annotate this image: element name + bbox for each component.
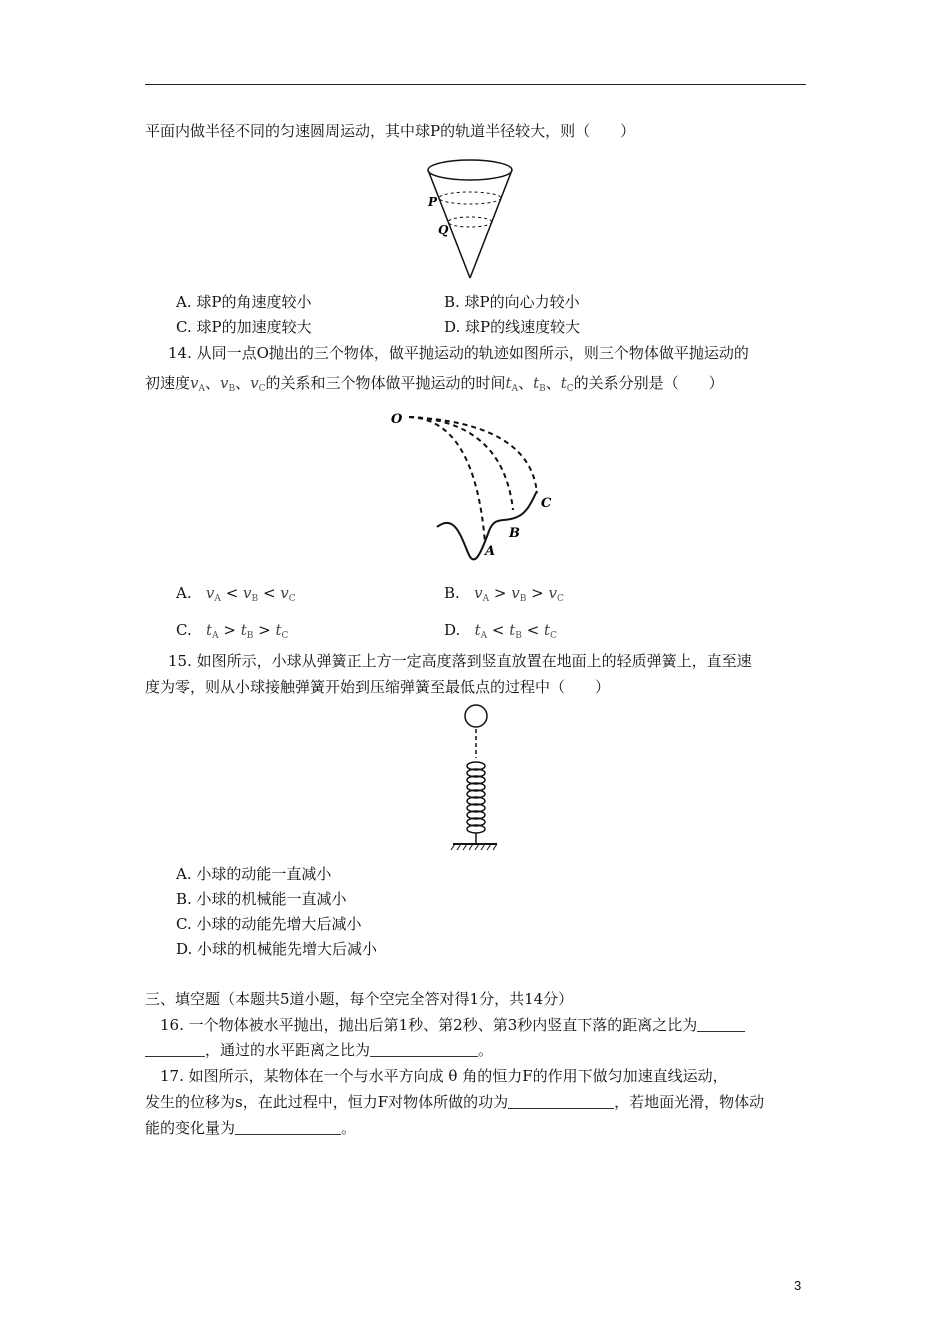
q16-line2: ，通过的水平距离之比为 。: [145, 1040, 493, 1060]
q17-blank-1[interactable]: [508, 1094, 614, 1109]
page-number: 3: [794, 1278, 802, 1293]
q15-option-d[interactable]: D. 小球的机械能先增大后减小: [176, 940, 378, 958]
section3-title: 三、填空题（本题共5道小题，每个空完全答对得1分，共14分）: [145, 990, 574, 1008]
q14-line1: 14. 从同一点O抛出的三个物体，做平抛运动的轨迹如图所示，则三个物体做平抛运动的: [168, 344, 749, 362]
q13-option-c[interactable]: C. 球P的加速度较大: [176, 318, 312, 336]
q17-line3: 能的变化量为 。: [145, 1119, 357, 1137]
projectile-figure: [385, 405, 560, 570]
proj-label-o: O: [391, 412, 403, 427]
cone-figure: [420, 152, 520, 284]
q15-option-c[interactable]: C. 小球的动能先增大后减小: [176, 915, 362, 933]
proj-label-b: B: [509, 526, 520, 541]
q15-option-b[interactable]: B. 小球的机械能一直减小: [176, 890, 347, 908]
header-rule: [145, 84, 806, 85]
q17-line1: 17. 如图所示，某物体在一个与水平方向成 θ 角的恒力F的作用下做匀加速直线运动，: [160, 1067, 728, 1085]
q17-line2: 发生的位移为s，在此过程中，恒力F对物体所做的功为 ，若地面光滑，物体动: [145, 1093, 765, 1111]
spring-ball-figure: [445, 700, 505, 858]
q13-option-b[interactable]: B. 球P的向心力较小: [444, 293, 580, 311]
q13-stem: 平面内做半径不同的匀速圆周运动，其中球P的轨道半径较大，则（ ）: [145, 122, 636, 140]
q15-option-a[interactable]: A. 小球的动能一直减小: [176, 865, 332, 883]
cone-label-p: P: [428, 195, 438, 209]
q14-option-a[interactable]: A. $v_A < v_B < v_C$: [176, 584, 296, 604]
q14-option-b[interactable]: B. $v_A > v_B > v_C$: [444, 584, 564, 604]
q16-blank-1a[interactable]: [697, 1017, 745, 1032]
q16-blank-2[interactable]: [370, 1042, 478, 1057]
q13-option-d[interactable]: D. 球P的线速度较大: [444, 318, 581, 336]
q16-line1: 16. 一个物体被水平抛出，抛出后第1秒、第2秒、第3秒内竖直下落的距离之比为: [160, 1015, 745, 1035]
q16-blank-1b[interactable]: [145, 1042, 205, 1057]
q13-option-a[interactable]: A. 球P的角速度较小: [176, 293, 312, 311]
q14-option-d[interactable]: D. $t_A < t_B < t_C$: [444, 621, 557, 641]
q15-line1: 15. 如图所示，小球从弹簧正上方一定高度落到竖直放置在地面上的轻质弹簧上，直至速: [168, 652, 752, 670]
cone-label-q: Q: [438, 223, 449, 237]
proj-label-c: C: [541, 496, 552, 511]
q17-blank-2[interactable]: [235, 1120, 341, 1135]
q14-option-c[interactable]: C. $t_A > t_B > t_C$: [176, 621, 289, 641]
q14-line2: 初速度$v_A$、$v_B$、$v_C$的关系和三个物体做平抛运动的时间$t_A$、$t_B$、$t_C$的关系分别是（ ）: [145, 374, 724, 394]
q15-line2: 度为零，则从小球接触弹簧开始到压缩弹簧至最低点的过程中（ ）: [145, 678, 611, 696]
proj-label-a: A: [485, 544, 496, 559]
